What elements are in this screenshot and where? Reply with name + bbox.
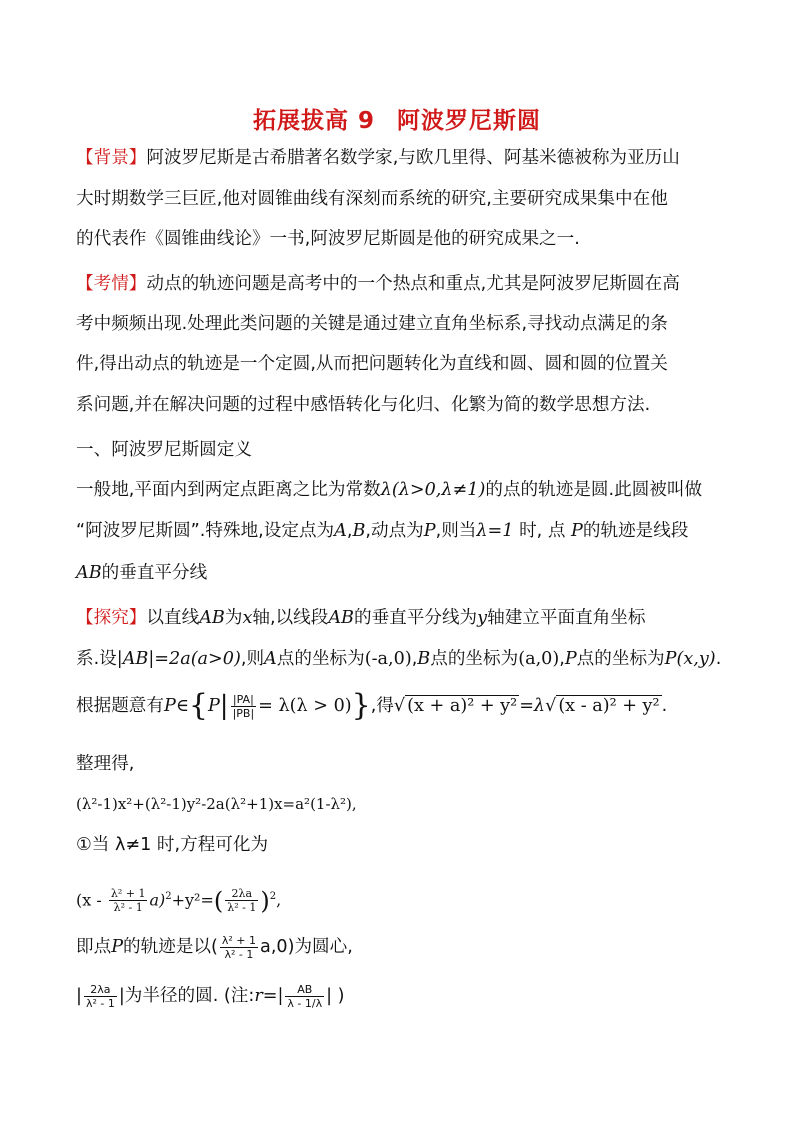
exam-line-3: 件,得出动点的轨迹是一个定圆,从而把问题转化为直线和圆、圆和圆的位置关 <box>76 354 668 374</box>
section-heading: 一、阿波罗尼斯圆定义 <box>76 440 252 460</box>
explore-line-3: 根据题意有P∈{P| $\frac{|PA|}{|PB|}$ = λ(λ > 0)},得√ (x + a)² + y² =λ√ (x - a)² + y² . <box>76 688 668 723</box>
ratio-fraction: $\frac{|PA|}{|PB|}$ <box>232 692 255 720</box>
general-equation: (λ²-1)x²+(λ²-1)y²-2a(λ²+1)x=a²(1-λ²), <box>76 795 357 813</box>
exam-tag: 【考情】 <box>76 274 147 294</box>
explore-tag: 【探究】 <box>76 608 147 628</box>
radius-line: | $\frac{2\lambda a}{\text{λ² - 1}}$ |为半径的圆. (注:r=| $\frac{AB}{\lambda - 1/\lambda}$ | ) <box>76 982 345 1010</box>
exam-line-2: 考中频频出现.处理此类问题的关键是通过建立直角坐标系,寻找动点满足的条 <box>76 314 668 334</box>
background-tag: 【背景】 <box>76 148 147 168</box>
title-part1: 拓展拔高 9 <box>252 108 375 134</box>
background-line-2: 大时期数学三巨匠,他对圆锥曲线有深刻而系统的研究,主要研究成果集中在他 <box>76 189 668 209</box>
page-title <box>0 102 794 135</box>
exam-line-1: 【考情】动点的轨迹问题是高考中的一个热点和重点,尤其是阿波罗尼斯圆在高 <box>76 274 680 294</box>
definition-line-2: “阿波罗尼斯圆”.特殊地,设定点为A,B,动点为P,则当λ=1 时, 点 P的轨迹是线段 <box>76 521 689 541</box>
canonical-equation: (x - $\frac{\text{λ² + 1}}{\text{λ² - 1}}$ a)$^2$+y²=( $\frac{2\lambda a}{\text{λ² - 1}}$ )$^2$, <box>76 886 282 915</box>
exam-line-4: 系问题,并在解决问题的过程中感悟转化与化归、化繁为简的数学思想方法. <box>76 395 651 415</box>
tidy-label: 整理得, <box>76 754 135 774</box>
background-line-3: 的代表作《圆锥曲线论》一书,阿波罗尼斯圆是他的研究成果之一. <box>76 229 580 249</box>
sqrt-1: (x + a)² + y² <box>407 696 518 716</box>
definition-line-1: 一般地,平面内到两定点距离之比为常数λ(λ>0,λ≠1)的点的轨迹是圆.此圆被叫做 <box>76 480 703 500</box>
background-line-1: 【背景】阿波罗尼斯是古希腊著名数学家,与欧几里得、阿基米德被称为亚历山 <box>76 148 680 168</box>
definition-line-3: AB的垂直平分线 <box>76 563 208 583</box>
case-1-line: ①当 λ≠1 时,方程可化为 <box>76 835 269 855</box>
explore-line-1: 【探究】以直线AB为x轴,以线段AB的垂直平分线为y轴建立平面直角坐标 <box>76 608 646 628</box>
explore-line-2: 系.设|AB|=2a(a>0),则A点的坐标为(-a,0),B点的坐标为(a,0),P点的坐标为P(x,y). <box>76 649 722 669</box>
center-line: 即点P的轨迹是以( $\frac{\text{λ² + 1}}{\text{λ² - 1}}$ a,0)为圆心, <box>76 933 353 961</box>
sqrt-2: (x - a)² + y² <box>558 696 660 716</box>
title-part2: 阿波罗尼斯圆 <box>397 108 541 134</box>
